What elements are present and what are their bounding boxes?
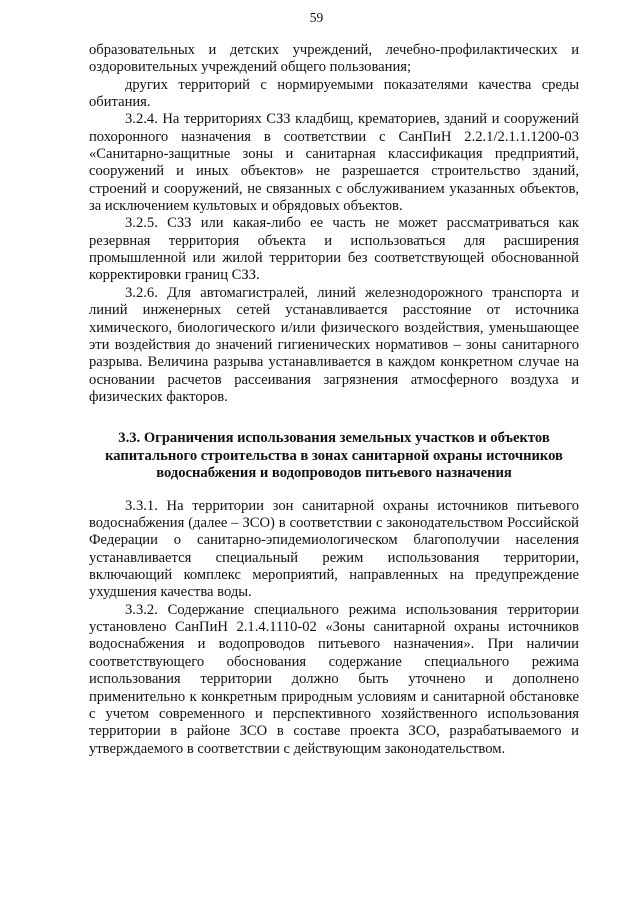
paragraph-3-3-2: 3.3.2. Содержание специального режима использования территории установлено СанПиН 2.1.4.1110-02 «Зоны санитарной охраны источников водоснабжения и водопроводов питьевого назначения». При наличии соответствующего обоснования содержание специального режима использования территории должно быть уточнено и дополнено применительно к конкретным природным условиям и санитарной обстановке с учетом современного и перспективного хозяйственного использования территории в районе ЗСО в составе проекта ЗСО, разрабатываемого и утверждаемого в соответствии с действующим законодательством. [89,601,579,757]
paragraph-3-2-4: 3.2.4. На территориях СЗЗ кладбищ, крематориев, зданий и сооружений похоронного назначения в соответствии с СанПиН 2.2.1/2.1.1.1200-03 «Санитарно-защитные зоны и санитарная классификация предприятий, сооружений и иных объектов» не разрешается строительство зданий, строений и сооружений, не связанных с обслуживанием указанных объектов, за исключением культовых и обрядовых объектов. [89,111,579,215]
paragraph-other-territories: других территорий с нормируемыми показателями качества среды обитания. [89,76,579,111]
paragraph-3-2-5: 3.2.5. СЗЗ или какая-либо ее часть не может рассматриваться как резервная территория объекта и использоваться для расширения промышленной или жилой территории без соответствующей обоснованной корректировки границ СЗЗ. [89,215,579,284]
page-number: 59 [309,10,324,25]
paragraph-continuation: образовательных и детских учреждений, лечебно-профилактических и оздоровительных учреждений общего пользования; [89,42,579,76]
paragraph-3-2-6: 3.2.6. Для автомагистралей, линий железнодорожного транспорта и линий инженерных сетей устанавливается расстояние от источника химического, биологического и/или физического воздействия, уменьшающее эти воздействия до значений гигиенических нормативов – зоны санитарного разрыва. Величина разрыва устанавливается в каждом конкретном случае на основании расчетов рассеивания загрязнения атмосферного воздуха и физических факторов. [89,284,579,405]
section-heading-3-3: 3.3. Ограничения использования земельных участков и объектов капитального строительства в зонах санитарной охраны источников водоснабжения и водопроводов питьевого назначения [105,430,563,482]
paragraph-3-3-1: 3.3.1. На территории зон санитарной охраны источников питьевого водоснабжения (далее – ЗСО) в соответствии с законодательством Российской Федерации о санитарно-эпидемиологическом благополучии населения устанавливается специальный режим использования территории, включающий комплекс мероприятий, направленных на предупреждение ухудшения качества воды. [89,497,579,601]
page-body [89,42,579,758]
